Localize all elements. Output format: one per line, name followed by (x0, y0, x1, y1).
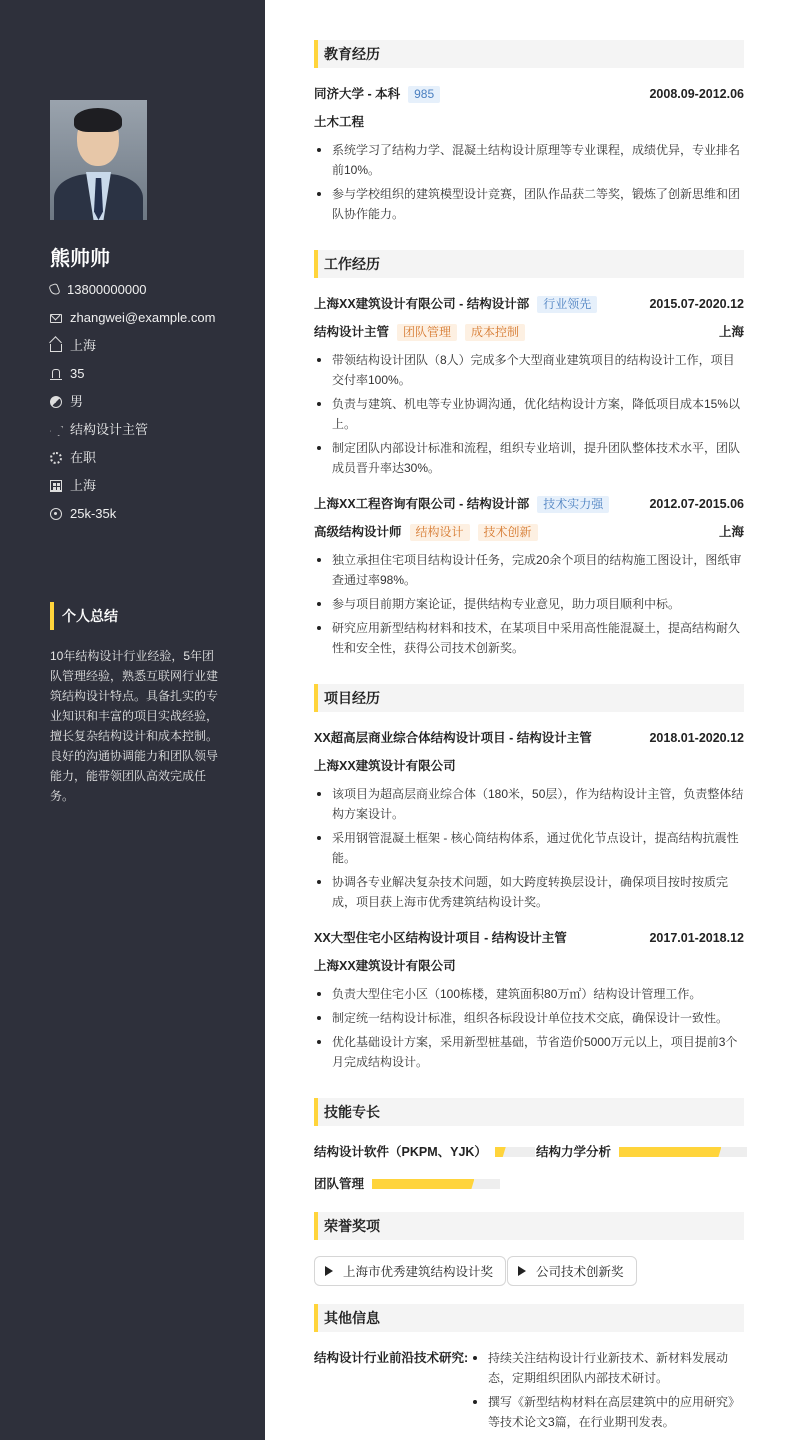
job-role-row (314, 522, 744, 542)
award-badge (507, 1256, 637, 1286)
status-item (50, 448, 215, 476)
skill-bar (372, 1179, 500, 1189)
play-icon (518, 1266, 526, 1276)
job-role-row (314, 322, 744, 342)
skill-bar (495, 1147, 535, 1157)
phone-icon (48, 283, 60, 296)
skill-bar (619, 1147, 747, 1157)
gender-item (50, 392, 215, 420)
work-title: 工作经历 (314, 250, 744, 278)
job-header (314, 294, 744, 314)
skill-tag: 成本控制 (465, 324, 525, 341)
status-text: 在职 (70, 450, 97, 465)
email-item (50, 308, 215, 336)
job-city: 上海 (718, 525, 744, 539)
play-icon (325, 1266, 333, 1276)
skill-tag: 技术创新 (478, 524, 538, 541)
job-item (50, 420, 215, 448)
candidate-name: 熊帅帅 (50, 248, 110, 270)
skill-item (536, 1142, 747, 1162)
award-badge (314, 1256, 506, 1286)
list-item: 制定统一结构设计标准，组织各标段设计单位技术交底，确保设计一致性。 (314, 1008, 744, 1028)
major: 土木工程 (314, 115, 365, 129)
phone-item (50, 280, 215, 308)
skill-bar-fill (372, 1179, 474, 1189)
skill-bar-fill (619, 1147, 721, 1157)
skill-name: 结构力学分析 (536, 1145, 612, 1159)
project-bullets (314, 784, 744, 916)
skill-name: 结构设计软件（PKPM、YJK） (314, 1145, 487, 1159)
salary-item (50, 504, 215, 532)
phone-text: 13800000000 (67, 282, 147, 297)
skill-name: 团队管理 (314, 1177, 365, 1191)
awards-title: 荣誉奖项 (314, 1212, 744, 1240)
salary-text: 25k-35k (70, 506, 117, 521)
mail-icon (50, 314, 62, 323)
list-item: 参与学校组织的建筑模型设计竞赛，团队作品获二等奖，锻炼了创新思维和团队协作能力。 (314, 184, 744, 224)
summary-text: 10年结构设计行业经验，5年团队管理经验，熟悉互联网行业建筑结构设计特点。具备扎实的专业知识和丰富的项目实战经验，擅长复杂结构设计和成本控制。良好的沟通协调能力和团队领导能力，能带领团队高效完成任务。 (50, 649, 219, 803)
company-name: 上海XX工程咨询有限公司 - 结构设计部 (314, 497, 530, 511)
summary-title: 个人总结 (50, 602, 118, 630)
city-item (50, 476, 215, 504)
contact-info (50, 280, 215, 532)
status-icon (50, 452, 62, 464)
list-item: 系统学习了结构力学、混凝土结构设计原理等专业课程，成绩优异，专业排名前10%。 (314, 140, 744, 180)
job-date: 2012.07-2015.06 (649, 497, 744, 511)
cake-icon (50, 368, 62, 380)
list-item: 参与项目前期方案论证，提供结构专业意见，助力项目顺利中标。 (314, 594, 744, 614)
list-item: 持续关注结构设计行业新技术、新材料发展动态，定期组织团队内部技术研讨。 (470, 1348, 744, 1388)
award-text: 上海市优秀建筑结构设计奖 (343, 1265, 494, 1279)
city-text: 上海 (70, 478, 97, 493)
skill-bar-fill (495, 1147, 506, 1157)
job-date: 2015.07-2020.12 (649, 297, 744, 311)
job-city: 上海 (718, 325, 744, 339)
skill-item (314, 1174, 500, 1194)
age-text: 35 (70, 366, 85, 381)
list-item: 带领结构设计团队（8人）完成多个大型商业建筑项目的结构设计工作，项目交付率100%。 (314, 350, 744, 390)
projects-title: 项目经历 (314, 684, 744, 712)
skills-title: 技能专长 (314, 1098, 744, 1126)
list-item: 该项目为超高层商业综合体（180米，50层），作为结构设计主管，负责整体结构方案设计。 (314, 784, 744, 824)
award-text: 公司技术创新奖 (536, 1265, 624, 1279)
job-bullets (314, 550, 744, 662)
list-item: 采用钢管混凝土框架 - 核心筒结构体系，通过优化节点设计，提高结构抗震性能。 (314, 828, 744, 868)
building-icon (50, 480, 62, 492)
education-title: 教育经历 (314, 40, 744, 68)
avatar (50, 100, 147, 220)
education-bullets (314, 140, 744, 228)
project-name: XX大型住宅小区结构设计项目 - 结构设计主管 (314, 931, 567, 945)
school-name: 同济大学 - 本科 (314, 87, 401, 101)
education-header (314, 84, 744, 104)
list-item: 负责与建筑、机电等专业协调沟通，优化结构设计方案，降低项目成本15%以上。 (314, 394, 744, 434)
location-text: 上海 (70, 338, 97, 353)
company-name: 上海XX建筑设计有限公司 - 结构设计部 (314, 297, 530, 311)
list-item: 独立承担住宅项目结构设计任务，完成20余个项目的结构施工图设计，图纸审查通过率98%。 (314, 550, 744, 590)
sidebar (0, 0, 265, 1440)
gender-text: 男 (70, 394, 84, 409)
company-tag: 技术实力强 (537, 496, 609, 513)
project-bullets (314, 984, 744, 1076)
project-header (314, 728, 744, 748)
skill-item (314, 1142, 535, 1162)
location-item (50, 336, 215, 364)
job-bullets (314, 350, 744, 482)
age-item (50, 364, 215, 392)
project-company: 上海XX建筑设计有限公司 (314, 759, 456, 773)
other-title: 其他信息 (314, 1304, 744, 1332)
list-item: 制定团队内部设计标准和流程，组织专业培训，提升团队整体技术水平，团队成员晋升率达30%。 (314, 438, 744, 478)
list-item: 研究应用新型结构材料和技术，在某项目中采用高性能混凝土，提高结构耐久性和安全性，获得公司技术创新奖。 (314, 618, 744, 658)
other-bullets (470, 1348, 744, 1436)
skill-tag: 团队管理 (397, 324, 457, 341)
project-date: 2017.01-2018.12 (649, 931, 744, 945)
job-text: 结构设计主管 (70, 422, 149, 437)
job-role: 高级结构设计师 (314, 525, 402, 539)
list-item: 协调各专业解决复杂技术问题，如大跨度转换层设计，确保项目按时按质完成，项目获上海市优秀建筑结构设计奖。 (314, 872, 744, 912)
project-header (314, 928, 744, 948)
skill-tag: 结构设计 (410, 524, 470, 541)
send-icon (50, 424, 62, 436)
education-date: 2008.09-2012.06 (649, 87, 744, 101)
company-tag: 行业领先 (537, 296, 597, 313)
project-company: 上海XX建筑设计有限公司 (314, 959, 456, 973)
home-icon (50, 344, 62, 352)
job-header (314, 494, 744, 514)
school-tag: 985 (408, 86, 440, 103)
project-date: 2018.01-2020.12 (649, 731, 744, 745)
list-item: 撰写《新型结构材料在高层建筑中的应用研究》等技术论文3篇，在行业期刊发表。 (470, 1392, 744, 1432)
gender-icon (50, 396, 62, 408)
job-role: 结构设计主管 (314, 325, 390, 339)
list-item: 优化基础设计方案，采用新型桩基础，节省造价5000万元以上，项目提前3个月完成结构设计。 (314, 1032, 744, 1072)
other-label: 结构设计行业前沿技术研究: (314, 1351, 469, 1365)
email-text: zhangwei@example.com (70, 310, 216, 325)
salary-icon (50, 508, 62, 520)
list-item: 负责大型住宅小区（100栋楼，建筑面积80万㎡）结构设计管理工作。 (314, 984, 744, 1004)
project-name: XX超高层商业综合体结构设计项目 - 结构设计主管 (314, 731, 592, 745)
